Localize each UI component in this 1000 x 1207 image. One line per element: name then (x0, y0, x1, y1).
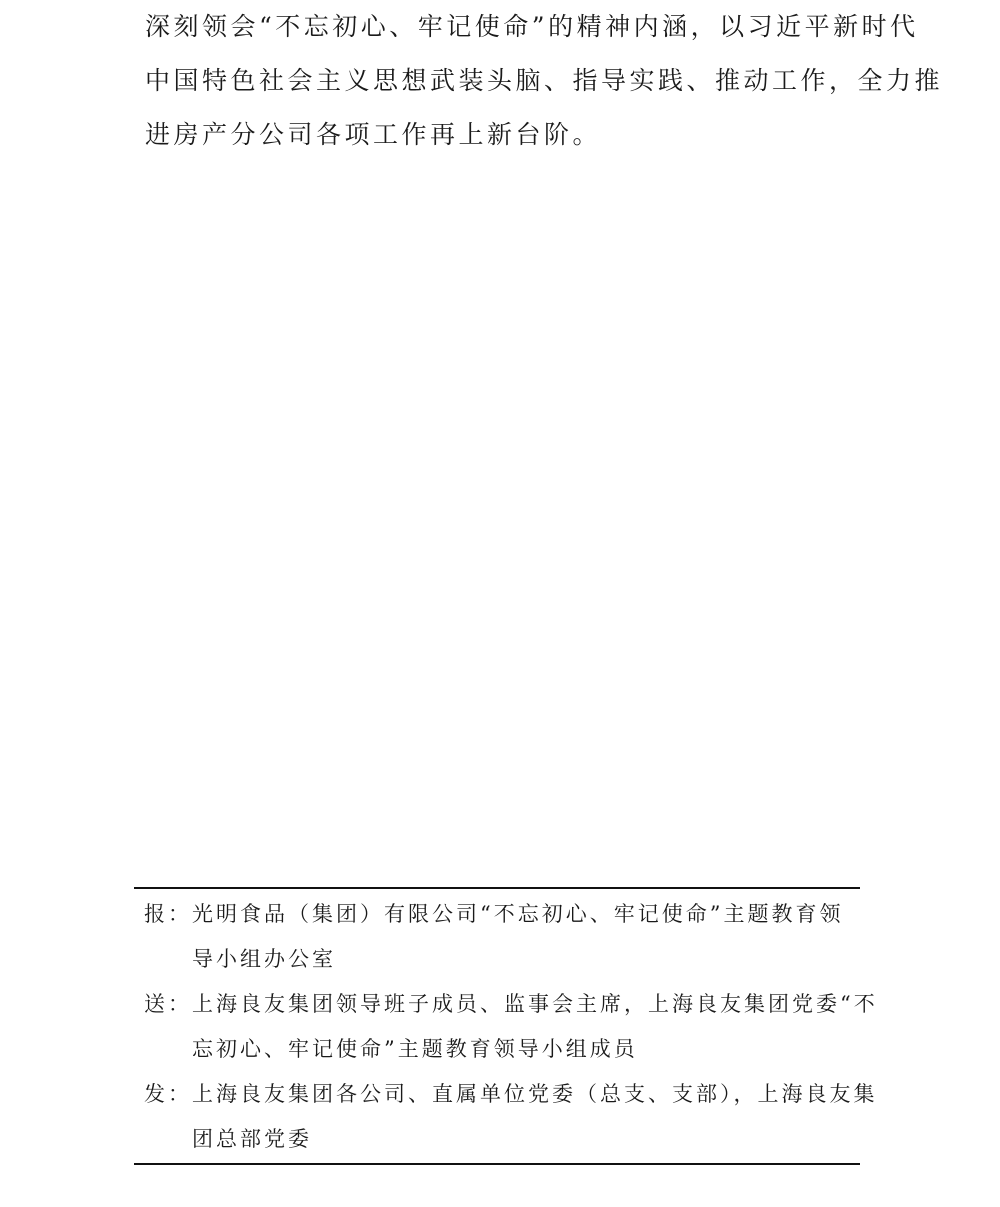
send-to-line: 送：上海良友集团领导班子成员、监事会主席，上海良友集团党委“不 (144, 992, 878, 1016)
body-line: 进房产分公司各项工作再上新台阶。 (145, 120, 602, 149)
issue-to-entry (144, 1072, 878, 1162)
issue-to-line-continued: 团总部党委 (192, 1127, 312, 1151)
report-to-entry (144, 892, 860, 982)
body-line: 深刻领会“不忘初心、牢记使命”的精神内涵，以习近平新时代 (145, 12, 919, 41)
send-to-entry (144, 982, 878, 1072)
body-paragraph (145, 0, 944, 162)
report-to-line-continued: 导小组办公室 (192, 947, 336, 971)
report-to-line: 报：光明食品（集团）有限公司“不忘初心、牢记使命”主题教育领 (144, 902, 844, 926)
distribution-block (134, 887, 878, 1165)
body-line: 中国特色社会主义思想武装头脑、指导实践、推动工作，全力推 (145, 66, 944, 95)
send-to-line-continued: 忘初心、牢记使命”主题教育领导小组成员 (192, 1037, 638, 1061)
issue-to-line: 发：上海良友集团各公司、直属单位党委（总支、支部），上海良友集 (144, 1082, 878, 1106)
